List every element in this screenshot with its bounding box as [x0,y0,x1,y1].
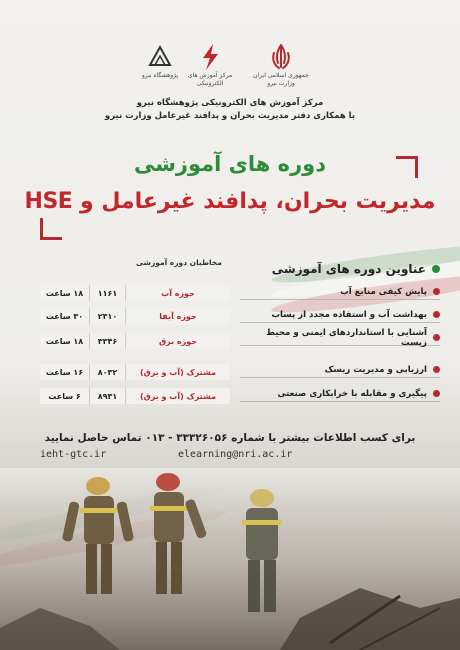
nri-logo-icon [145,42,175,72]
iran-emblem-logo [246,42,316,88]
code-cell: ۸۹۳۱ [90,388,126,404]
bullet-icon [433,311,440,318]
table-row [40,364,230,380]
course-item [240,386,440,402]
course-title: آشنایی با استانداردهای ایمنی و محیط زیست [266,327,427,348]
page-subtitle: مدیریت بحران، پدافند غیرعامل و HSE [24,189,436,214]
table-row [40,285,230,301]
contact-text: برای کسب اطلاعات بیشتر با شماره ۳۳۳۲۶۰۵۶ - ۰۱۳ تماس حاصل نمایید [44,432,416,444]
tavanir-caption: مرکز آموزش های الکترونیکی [187,72,233,87]
course-item [240,284,440,300]
email-link[interactable]: elearning@nri.ac.ir [178,449,293,460]
firefighters-photo [0,468,460,650]
bullet-icon [432,265,440,273]
emblem-caption-1: جمهوری اسلامی ایران [253,72,309,79]
bullet-icon [433,334,440,341]
emblem-caption-2: وزارت نیرو [267,80,295,87]
area-cell: حوزه آبفا [126,308,230,324]
duration-cell: ۳۰ ساعت [40,308,90,324]
course-item [240,327,440,348]
logo-bar [0,42,460,94]
area-cell: حوزه آب [126,285,230,301]
duration-cell: ۱۸ ساعت [40,285,90,301]
course-item [240,307,440,323]
course-title: ارزیابی و مدیریت ریسک [324,364,427,375]
duration-cell: ۱۶ ساعت [40,364,90,380]
code-cell: ۱۱۶۱ [90,285,126,301]
bullet-icon [433,288,440,295]
header-line-1: مرکز آموزش های الکترونیکی پژوهشگاه نیرو [136,98,324,108]
course-title: پیگیری و مقابله با خرابکاری صنعتی [277,388,427,399]
header-line-2: با همکاری دفتر مدیریت بحران و پدافند غیرعامل وزارت نیرو [104,111,356,121]
code-cell: ۲۳۱۰ [90,308,126,324]
bullet-icon [433,366,440,373]
duration-cell: ۶ ساعت [40,388,90,404]
code-cell: ۳۳۴۶ [90,333,126,349]
table-row [40,333,230,349]
nri-logo [140,42,180,80]
tavanir-logo [175,42,245,88]
course-title: بهداشت آب و استفاده مجدد از پساب [271,309,427,320]
table-row [40,388,230,404]
course-item [240,362,440,378]
area-cell: مشترک (آب و برق) [126,364,230,380]
audience-heading: مخاطبان دوره آموزشی [136,258,222,267]
area-cell: حوزه برق [126,333,230,349]
code-cell: ۸۰۳۲ [90,364,126,380]
courses-heading [272,262,440,276]
nri-caption: پژوهشگاه نیرو [141,72,179,79]
lightning-logo-icon [195,42,225,72]
area-cell: مشترک (آب و برق) [126,388,230,404]
emblem-icon [266,42,296,72]
bullet-icon [433,390,440,397]
table-row [40,308,230,324]
page-title: دوره های آموزشی [134,152,326,176]
courses-heading-text: عناوین دوره های آموزشی [271,262,426,276]
website-link[interactable]: ieht-gtc.ir [40,449,107,460]
duration-cell: ۱۸ ساعت [40,333,90,349]
frame-corner-bottom-left [40,218,62,240]
course-title: پایش کیفی منابع آب [340,286,427,297]
